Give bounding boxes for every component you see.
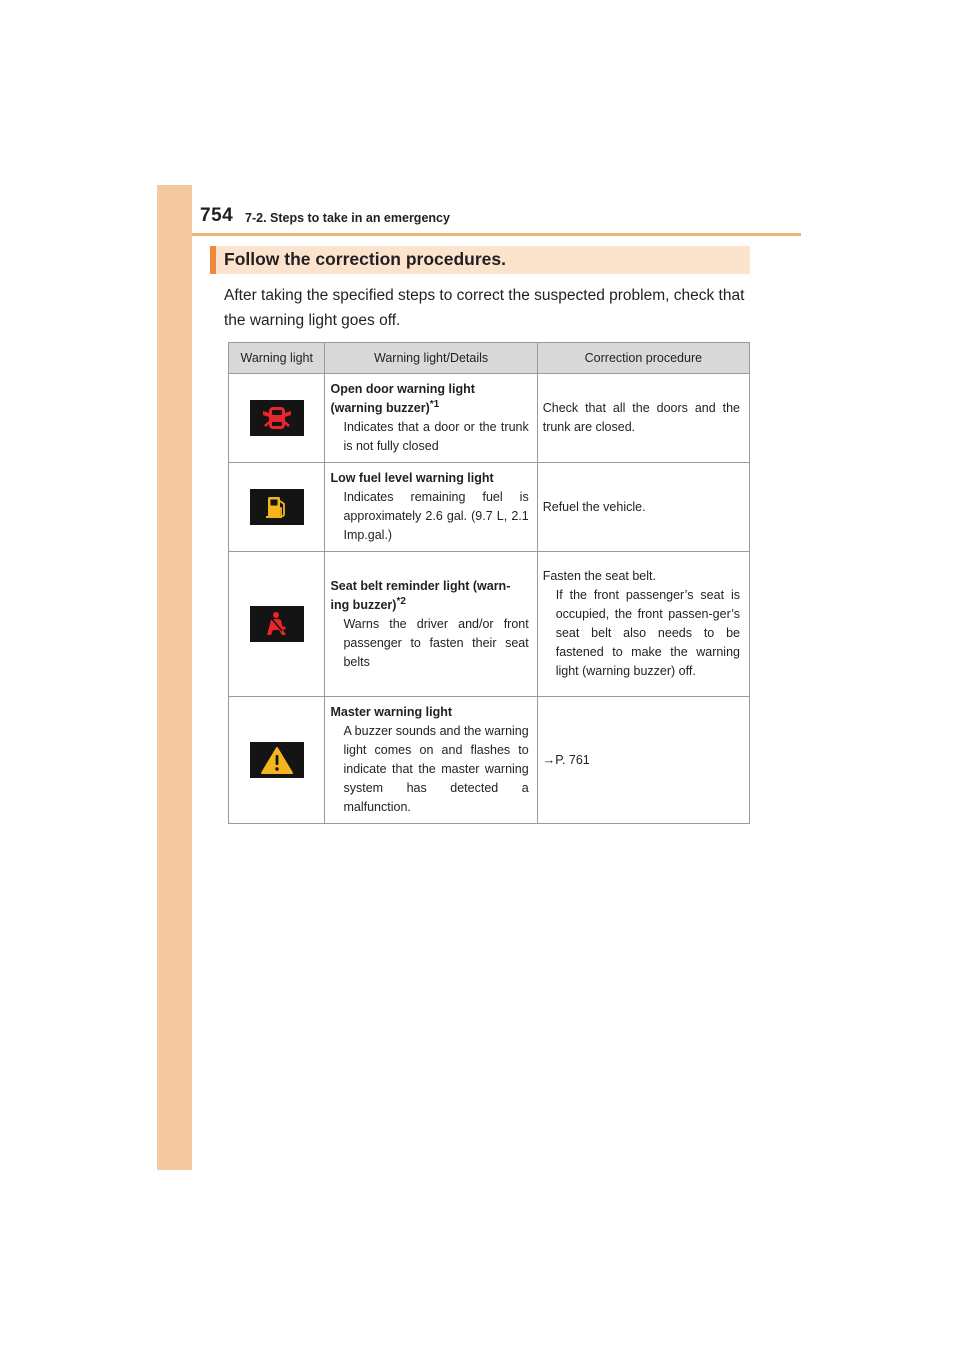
warning-light-cell [229,374,325,463]
warning-light-title: Seat belt reminder light (warn-ing buzzer) [330,578,511,612]
details-cell [325,552,537,697]
table-header-row [229,343,750,374]
column-header-correction: Correction procedure [537,343,749,374]
warning-light-details: Warns the driver and/or front passenger to fasten their seat belts [343,616,529,669]
warning-light-details: A buzzer sounds and the warning light comes on and flashes to indicate that the master warning system has detected a malfunction. [343,724,529,814]
column-header-warning-light: Warning light [229,343,325,374]
correction-cell [537,552,749,697]
details-cell [325,463,537,552]
correction-cell [537,374,749,463]
page-reference-link[interactable]: →P. 761 [542,752,590,767]
correction-text: Check that all the doors and the trunk are closed. [542,401,740,434]
table-row [229,374,750,463]
master-warning-icon [250,742,304,778]
heading-text: Follow the correction procedures. [224,249,506,269]
page-header [198,205,801,231]
warning-light-cell [229,552,325,697]
warning-light-cell [229,697,325,824]
warning-light-title: Open door warning light (warning buzzer) [330,382,475,415]
warning-light-title: Low fuel level warning light [330,471,494,485]
warning-light-details: Indicates remaining fuel is approximately 2.6 gal. (9.7 L, 2.1 Imp.gal.) [343,490,529,542]
section-title: 7-2. Steps to take in an emergency [245,211,450,225]
details-cell [325,697,537,824]
table-row [229,552,750,697]
side-margin-band [157,185,192,1170]
seat-belt-reminder-icon [250,606,304,642]
heading-accent [210,246,216,274]
correction-text: Refuel the vehicle. [542,499,646,514]
footnote-mark: *2 [396,595,406,607]
page-number: 754 [200,205,234,226]
table-row [229,463,750,552]
column-header-details: Warning light/Details [325,343,537,374]
intro-paragraph: After taking the specified steps to correct the suspected problem, check that the warning light goes off. [224,287,745,329]
correction-cell [537,463,749,552]
table-row [229,697,750,824]
correction-detail: If the front passenger’s seat is occupied, the front passen-ger’s seat belt also needs to be fastened to make the warning light (warning buzzer) off. [555,588,740,678]
open-door-warning-icon [250,400,304,436]
low-fuel-warning-icon [250,489,304,525]
warning-light-table [228,342,750,824]
header-rule [192,233,801,236]
correction-text: Fasten the seat belt. [542,569,656,583]
correction-cell [537,697,749,824]
warning-light-cell [229,463,325,552]
section-heading [210,246,750,274]
details-cell [325,374,537,463]
warning-light-details: Indicates that a door or the trunk is not fully closed [343,420,529,453]
warning-light-title: Master warning light [330,705,453,719]
footnote-mark: *1 [429,398,440,410]
